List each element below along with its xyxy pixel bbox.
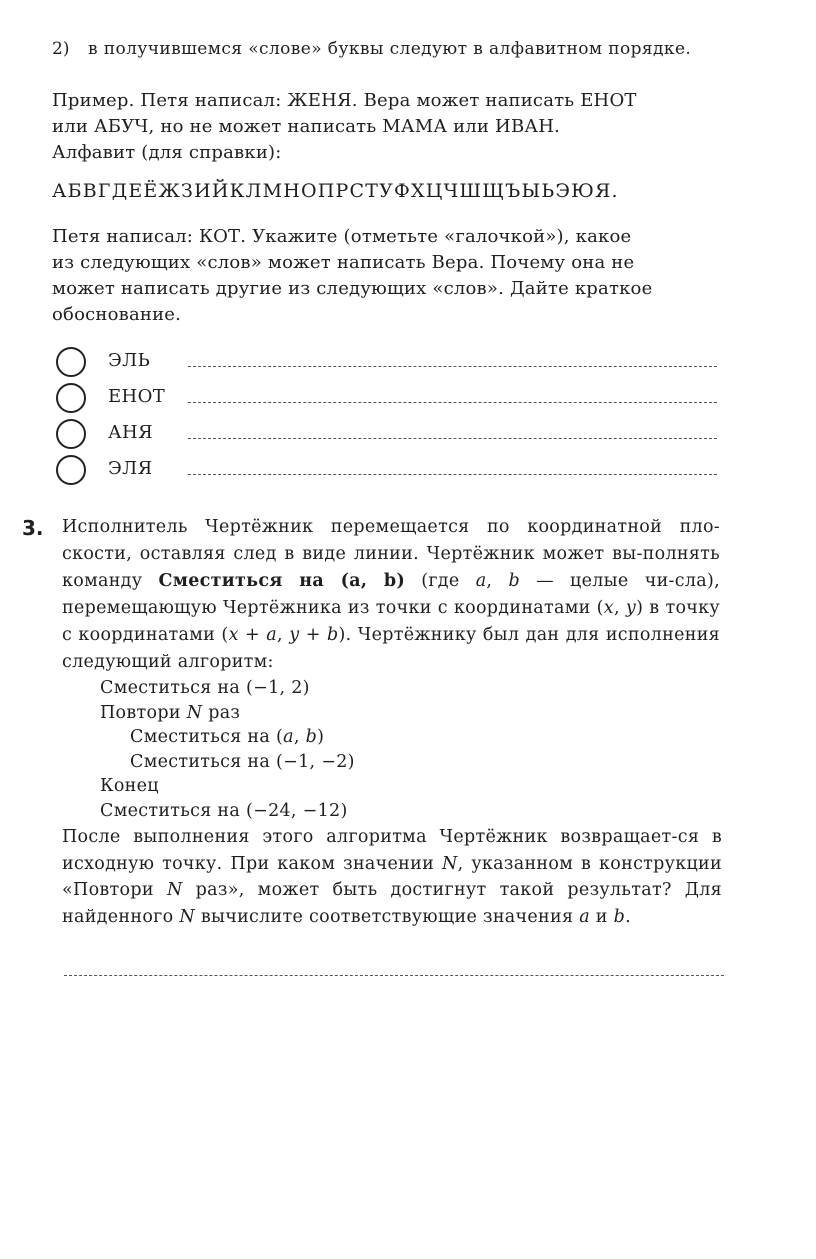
- example-line: Пример. Петя написал: ЖЕНЯ. Вера может написать ЕНОТ: [52, 90, 637, 111]
- example-line: или АБУЧ, но не может написать МАМА или ИВАН.: [52, 116, 561, 137]
- condition-text: в получившемся «слове» буквы следуют в алфавитном порядке.: [88, 39, 692, 59]
- question-line: из следующих «слов» может написать Вера. Почему она не: [52, 252, 635, 273]
- var-N: N: [186, 702, 203, 723]
- algo-line: Сместиться на (−24, −12): [100, 800, 348, 821]
- var-N: N: [179, 906, 195, 927]
- var-a: a: [283, 727, 294, 747]
- expr-y-plus-b: y + b: [289, 625, 339, 645]
- statement-text: Исполнитель Чертёжник перемещается по координатной пло-скости, оставляя след в виде линии. Чертёжник может вы-полнять команду: [62, 517, 720, 591]
- example-paragraph: [52, 88, 712, 166]
- algo-text: ): [317, 727, 325, 747]
- task3-statement: [62, 514, 720, 676]
- question-paragraph: [52, 224, 712, 328]
- expr-x-plus-a: x + a: [228, 625, 278, 645]
- algo-line: Сместиться на (−1, −2): [130, 751, 355, 772]
- statement-text: ). Чертёжнику был дан для исполнения следующий алгоритм:: [62, 625, 720, 672]
- checkbox-circle[interactable]: [56, 455, 86, 485]
- var-x: x: [603, 598, 614, 618]
- option-word: АНЯ: [108, 422, 154, 443]
- answer-options: [52, 344, 717, 488]
- answer-dotted-line[interactable]: [64, 975, 724, 976]
- var-b: b: [613, 906, 626, 927]
- checkbox-circle[interactable]: [56, 383, 86, 413]
- statement-text: — целые чи-сла), перемещающую Чертёжника из точки с координатами (: [62, 571, 720, 618]
- question-text: раз», может быть достигнут такой результат? Для найденного: [62, 880, 723, 927]
- var-a: a: [475, 571, 487, 591]
- option-word: ЕНОТ: [108, 386, 166, 407]
- command-name: Сместиться на (a, b): [158, 571, 406, 591]
- question-text: , указанном в конструкции «Повтори: [62, 853, 722, 900]
- var-b: b: [305, 727, 318, 747]
- algo-line: [100, 725, 355, 750]
- checkbox-circle[interactable]: [56, 419, 86, 449]
- algorithm-listing: [100, 676, 355, 823]
- var-a: a: [579, 906, 590, 927]
- algo-line: Конец: [100, 776, 159, 796]
- var-N: N: [166, 880, 183, 900]
- statement-text: ,: [486, 571, 509, 591]
- option-row: [52, 416, 717, 452]
- example-line: Алфавит (для справки):: [52, 142, 282, 163]
- question-line: обоснование.: [52, 304, 182, 325]
- answer-dotted-line[interactable]: [188, 474, 717, 475]
- statement-text: ) в точку с координатами (: [62, 598, 720, 645]
- statement-text: ,: [613, 598, 626, 618]
- question-text: вычислите соответствующие значения: [194, 906, 580, 927]
- option-row: [52, 452, 717, 488]
- algo-text: Сместиться на (: [130, 727, 284, 747]
- var-y: y: [625, 598, 637, 618]
- question-text: .: [625, 906, 632, 927]
- condition-number: 2): [52, 39, 70, 59]
- algo-line: [100, 701, 355, 726]
- question-line: Петя написал: КОТ. Укажите (отметьте «галочкой»), какое: [52, 226, 632, 247]
- algo-text: ,: [293, 727, 306, 747]
- answer-dotted-line[interactable]: [188, 366, 717, 367]
- answer-dotted-line[interactable]: [188, 402, 717, 403]
- option-word: ЭЛЬ: [108, 350, 151, 371]
- algo-text: раз: [202, 702, 241, 723]
- question-line: может написать другие из следующих «слов». Дайте краткое: [52, 278, 653, 299]
- option-row: [52, 344, 717, 380]
- statement-text: ,: [277, 625, 290, 645]
- task-number: 3.: [22, 516, 44, 540]
- question-text: и: [589, 906, 614, 927]
- statement-text: (где: [405, 571, 476, 591]
- var-b: b: [508, 571, 520, 591]
- alphabet-reference: АБВГДЕЁЖЗИЙКЛМНОПРСТУФХЦЧШЩЪЫЬЭЮЯ.: [52, 180, 619, 202]
- task3-question: [62, 824, 722, 930]
- var-N: N: [441, 853, 458, 874]
- algo-text: Повтори: [100, 702, 187, 723]
- option-word: ЭЛЯ: [108, 458, 153, 479]
- checkbox-circle[interactable]: [56, 347, 86, 377]
- question-text: После выполнения этого алгоритма Чертёжник возвращает-ся в исходную точку. При каком значении: [62, 827, 722, 874]
- option-row: [52, 380, 717, 416]
- algo-line: Сместиться на (−1, 2): [100, 678, 310, 698]
- answer-dotted-line[interactable]: [188, 438, 717, 439]
